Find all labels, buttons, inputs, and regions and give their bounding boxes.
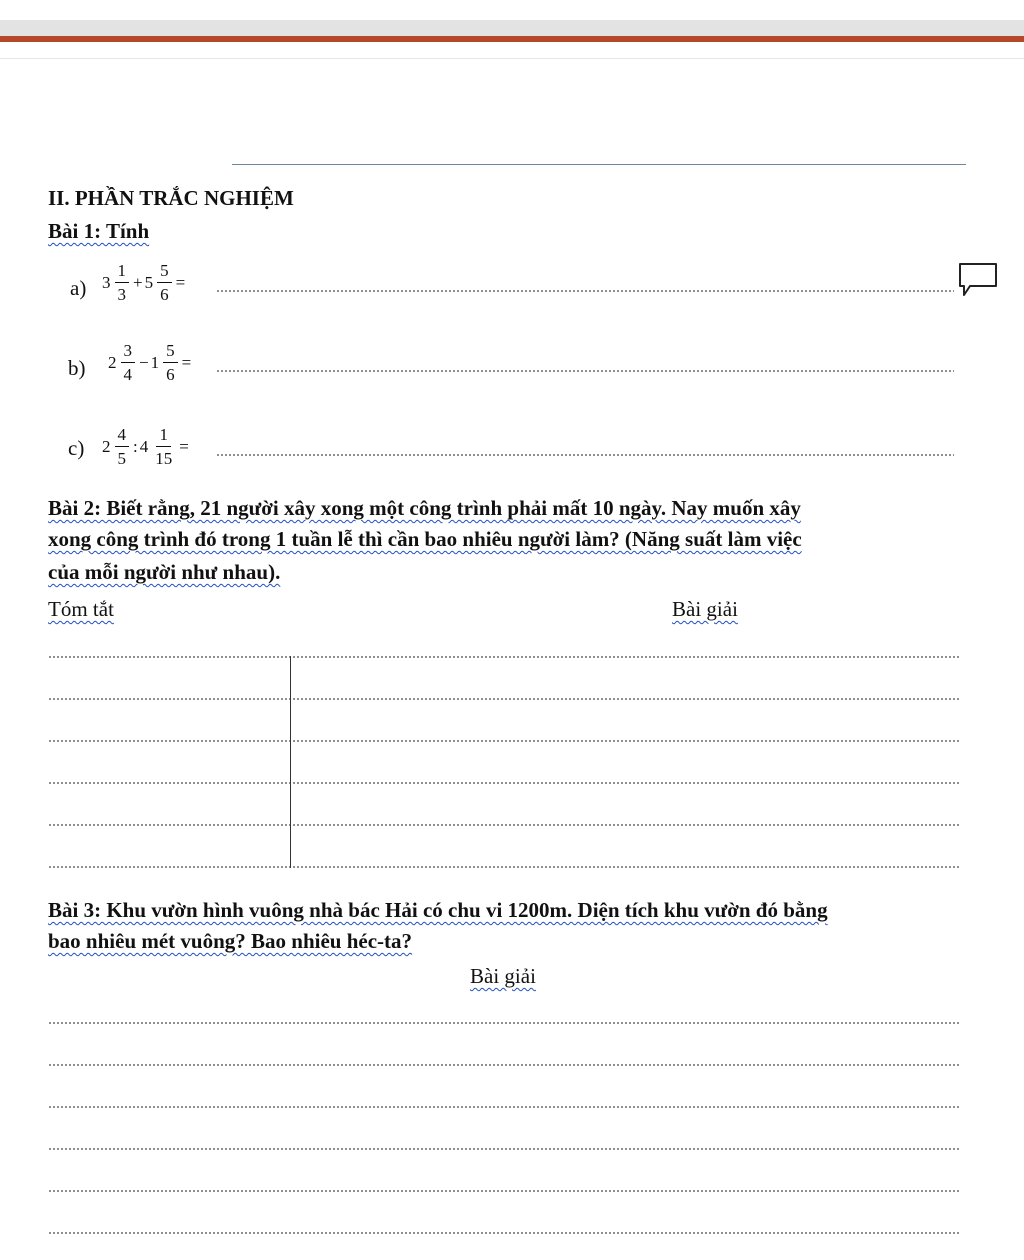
item-b-label: b) [68, 356, 86, 380]
bai2-line-3: của mỗi người như nhau). [48, 560, 281, 584]
item-a-answer-line [216, 290, 954, 292]
item-c-num-2: 1 [156, 426, 171, 447]
item-b-whole-1: 2 [108, 352, 117, 372]
item-a-whole-2: 5 [144, 272, 154, 292]
bai2-answer-line [48, 740, 960, 742]
bai3-answer-line [48, 1064, 960, 1066]
item-a-operator: + [133, 272, 143, 292]
item-a-den-2: 6 [160, 285, 169, 304]
bai3-answer-line [48, 1232, 960, 1234]
bai3-line-1: Bài 3: Khu vườn hình vuông nhà bác Hải có chu vi 1200m. Diện tích khu vườn đó bằng [48, 898, 828, 922]
item-a-den-1: 3 [117, 285, 126, 304]
bai3-answer-line [48, 1106, 960, 1108]
item-b-fraction-1 [121, 342, 136, 383]
item-b-equals: = [181, 352, 192, 372]
bai2-summary-label: Tóm tắt [48, 597, 114, 621]
item-a-expression [102, 262, 185, 303]
item-c-num-1: 4 [115, 426, 130, 447]
bai3-line-2: bao nhiêu mét vuông? Bao nhiêu héc-ta? [48, 929, 413, 953]
item-b-whole-2: 1 [150, 352, 160, 372]
bai2-answer-line [48, 656, 960, 658]
header-divider [0, 58, 1024, 59]
bai2-line-1: Bài 2: Biết rằng, 21 người xây xong một công trình phải mất 10 ngày. Nay muốn xây [48, 496, 801, 520]
item-c-operator: : [133, 436, 138, 456]
item-c-den-1: 5 [117, 449, 126, 468]
bai3-solution-label: Bài giải [470, 964, 536, 988]
item-c-expression [102, 426, 189, 467]
item-a-fraction-2 [157, 262, 172, 303]
section-title: II. PHẦN TRẮC NGHIỆM [48, 186, 294, 210]
bai3-answer-line [48, 1190, 960, 1192]
header-accent-bar [0, 36, 1024, 42]
bai2-answer-line [48, 782, 960, 784]
bai2-answer-line [48, 824, 960, 826]
bai3-answer-line [48, 1022, 960, 1024]
bai2-column-divider [290, 656, 291, 868]
bai2-line-2: xong công trình đó trong 1 tuần lễ thì cần bao nhiêu người làm? (Năng suất làm việc [48, 527, 802, 551]
item-a-whole-1: 3 [102, 272, 111, 292]
item-b-den-2: 6 [166, 365, 175, 384]
item-c-answer-line [216, 454, 954, 456]
item-b-num-1: 3 [121, 342, 136, 363]
item-b-den-1: 4 [123, 365, 132, 384]
item-a-num-1: 1 [115, 262, 130, 283]
item-c-den-2: 15 [155, 449, 173, 468]
item-a-num-2: 5 [157, 262, 172, 283]
item-c-whole-1: 2 [102, 436, 111, 456]
window-top-bar [0, 20, 1024, 36]
item-c-fraction-2 [152, 426, 175, 467]
item-c-label: c) [68, 436, 85, 460]
page-header-rule [232, 164, 966, 165]
bai1-title: Bài 1: Tính [48, 219, 150, 243]
bai2-answer-line [48, 698, 960, 700]
comment-icon[interactable] [958, 262, 998, 298]
item-c-fraction-1 [115, 426, 130, 467]
item-b-expression [108, 342, 191, 383]
item-a-label: a) [70, 276, 87, 300]
item-c-equals: = [179, 436, 189, 456]
item-b-num-2: 5 [163, 342, 178, 363]
item-b-answer-line [216, 370, 954, 372]
bai2-solution-label: Bài giải [672, 597, 738, 621]
item-a-fraction-1 [115, 262, 130, 303]
item-b-operator: − [139, 352, 149, 372]
item-c-whole-2: 4 [139, 436, 149, 456]
bai2-answer-line [48, 866, 960, 868]
item-a-equals: = [175, 272, 186, 292]
item-b-fraction-2 [163, 342, 178, 383]
bai3-answer-line [48, 1148, 960, 1150]
